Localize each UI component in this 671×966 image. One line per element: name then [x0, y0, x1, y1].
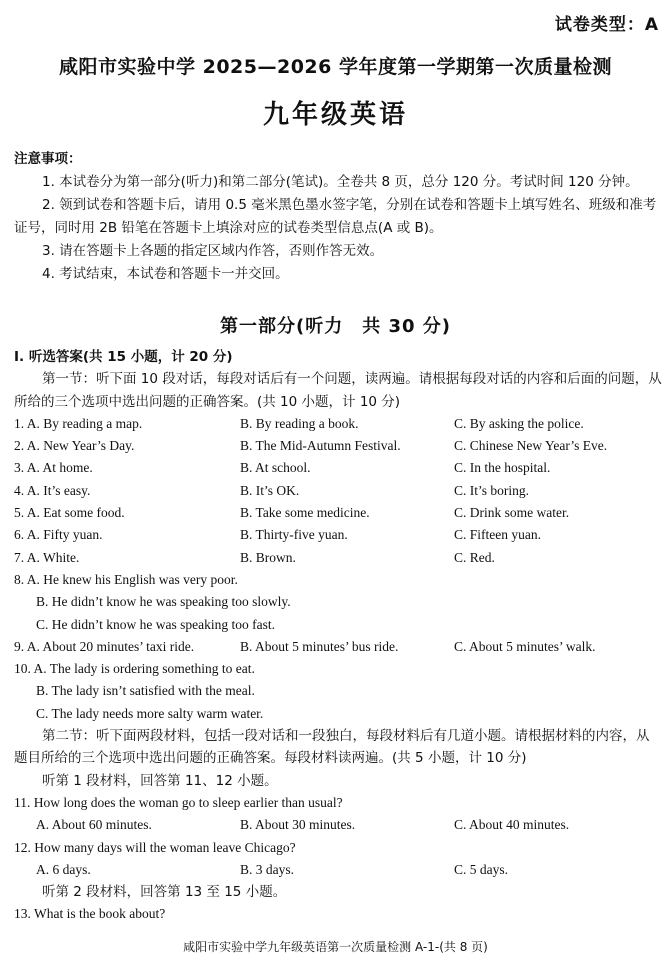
notice-item: 2. 领到试卷和答题卡后，请用 0.5 毫米黑色墨水签字笔，分别在试卷和答题卡上填写姓名、班级和准考证号，同时用 2B 铅笔在答题卡上填涂对应的试卷类型信息点(A 或 B)。: [14, 197, 657, 236]
option-b: B. It’s OK.: [240, 482, 300, 498]
option-c: C. About 5 minutes’ walk.: [454, 638, 596, 654]
option-b: B. 3 days.: [240, 861, 294, 877]
listening-content: [14, 346, 662, 926]
question-row: [14, 413, 662, 435]
option-c: C. Chinese New Year’s Eve.: [454, 438, 608, 454]
option-b: B. About 5 minutes’ bus ride.: [240, 638, 399, 654]
question-row: [14, 457, 662, 479]
exam-title: 咸阳市实验中学 2025—2026 学年度第一学期第一次质量检测: [59, 56, 612, 78]
question-row: [14, 480, 662, 502]
question-row: [14, 814, 662, 836]
page-footer: 咸阳市实验中学九年级英语第一次质量检测 A-1-(共 8 页): [183, 940, 488, 954]
material-2-instruction: 听第 2 段材料，回答第 13 至 15 小题。: [42, 884, 287, 901]
option-a: 6. A. Fifty yuan.: [14, 527, 103, 543]
option-a: A. About 60 minutes.: [36, 817, 152, 833]
subject-title: 九年级英语: [262, 100, 408, 130]
material-1-instruction: 听第 1 段材料，回答第 11、12 小题。: [42, 772, 278, 789]
question-11-stem: 11. How long does the woman go to sleep earlier than usual?: [14, 794, 343, 810]
question-row: [14, 636, 662, 658]
question-10-option-a: 10. A. The lady is ordering something to eat.: [14, 661, 255, 677]
option-c: C. It’s boring.: [454, 482, 530, 498]
option-b: B. At school.: [240, 460, 311, 476]
question-12-stem: 12. How many days will the woman leave Chicago?: [14, 839, 296, 855]
option-c: C. By asking the police.: [454, 415, 584, 431]
option-a: 7. A. White.: [14, 549, 80, 565]
question-10-option-b: B. The lady isn’t satisfied with the meal.: [36, 683, 255, 699]
option-a: 4. A. It’s easy.: [14, 482, 91, 498]
part-title: 第一部分(听力 共 30 分): [219, 316, 452, 337]
option-a: 2. A. New Year’s Day.: [14, 438, 135, 454]
notice-heading: 注意事项：: [14, 151, 82, 167]
option-a: 1. A. By reading a map.: [14, 415, 143, 431]
option-c: C. 5 days.: [454, 861, 508, 877]
option-c: C. Fifteen yuan.: [454, 527, 541, 543]
option-b: B. By reading a book.: [240, 415, 359, 431]
section-instructions: 第一节：听下面 10 段对话，每段对话后有一个问题，读两遍。请根据每段对话的内容和后面的问题，从所给的三个选项中选出问题的正确答案。(共 10 小题，计 10 分): [14, 371, 662, 410]
option-a: 5. A. Eat some food.: [14, 505, 125, 521]
option-b: B. Take some medicine.: [240, 505, 370, 521]
question-8-option-a: 8. A. He knew his English was very poor.: [14, 571, 238, 587]
notice-item: 1. 本试卷分为第一部分(听力)和第二部分(笔试)。全卷共 8 页，总分 120 分。考试时间 120 分钟。: [42, 174, 639, 190]
option-a: 3. A. At home.: [14, 460, 93, 476]
option-b: B. Brown.: [240, 549, 296, 565]
question-8-option-c: C. He didn’t know he was speaking too fast.: [36, 616, 275, 632]
option-c: C. In the hospital.: [454, 460, 551, 476]
option-c: C. Red.: [454, 549, 495, 565]
notice-item: 3. 请在答题卡上各题的指定区域内作答，否则作答无效。: [42, 243, 384, 259]
section-2-instructions: 第二节：听下面两段材料，包括一段对话和一段独白，每段材料后有几道小题。请根据材料的内容，从题目所给的三个选项中选出问题的正确答案。每段材料读两遍。(共 5 小题，计 10 分): [14, 728, 650, 767]
notice-item: 4. 考试结束，本试卷和答题卡一并交回。: [42, 266, 289, 282]
question-row: [14, 524, 662, 546]
question-8-option-b: B. He didn’t know he was speaking too slowly.: [36, 594, 291, 610]
question-row: [14, 547, 662, 569]
question-row: [14, 435, 662, 457]
option-a: 9. A. About 20 minutes’ taxi ride.: [14, 638, 195, 654]
option-b: B. Thirty-five yuan.: [240, 527, 348, 543]
question-10-option-c: C. The lady needs more salty warm water.: [36, 705, 264, 721]
option-c: C. About 40 minutes.: [454, 817, 570, 833]
section-title: Ⅰ. 听选答案(共 15 小题，计 20 分): [14, 349, 233, 365]
question-row: [14, 502, 662, 524]
option-c: C. Drink some water.: [454, 505, 570, 521]
option-b: B. About 30 minutes.: [240, 817, 356, 833]
paper-type-label: 试卷类型：A: [554, 15, 659, 35]
option-b: B. The Mid-Autumn Festival.: [240, 438, 401, 454]
option-a: A. 6 days.: [36, 861, 91, 877]
question-13-stem: 13. What is the book about?: [14, 906, 166, 922]
notice-section: [14, 148, 660, 286]
question-row: [14, 859, 662, 881]
